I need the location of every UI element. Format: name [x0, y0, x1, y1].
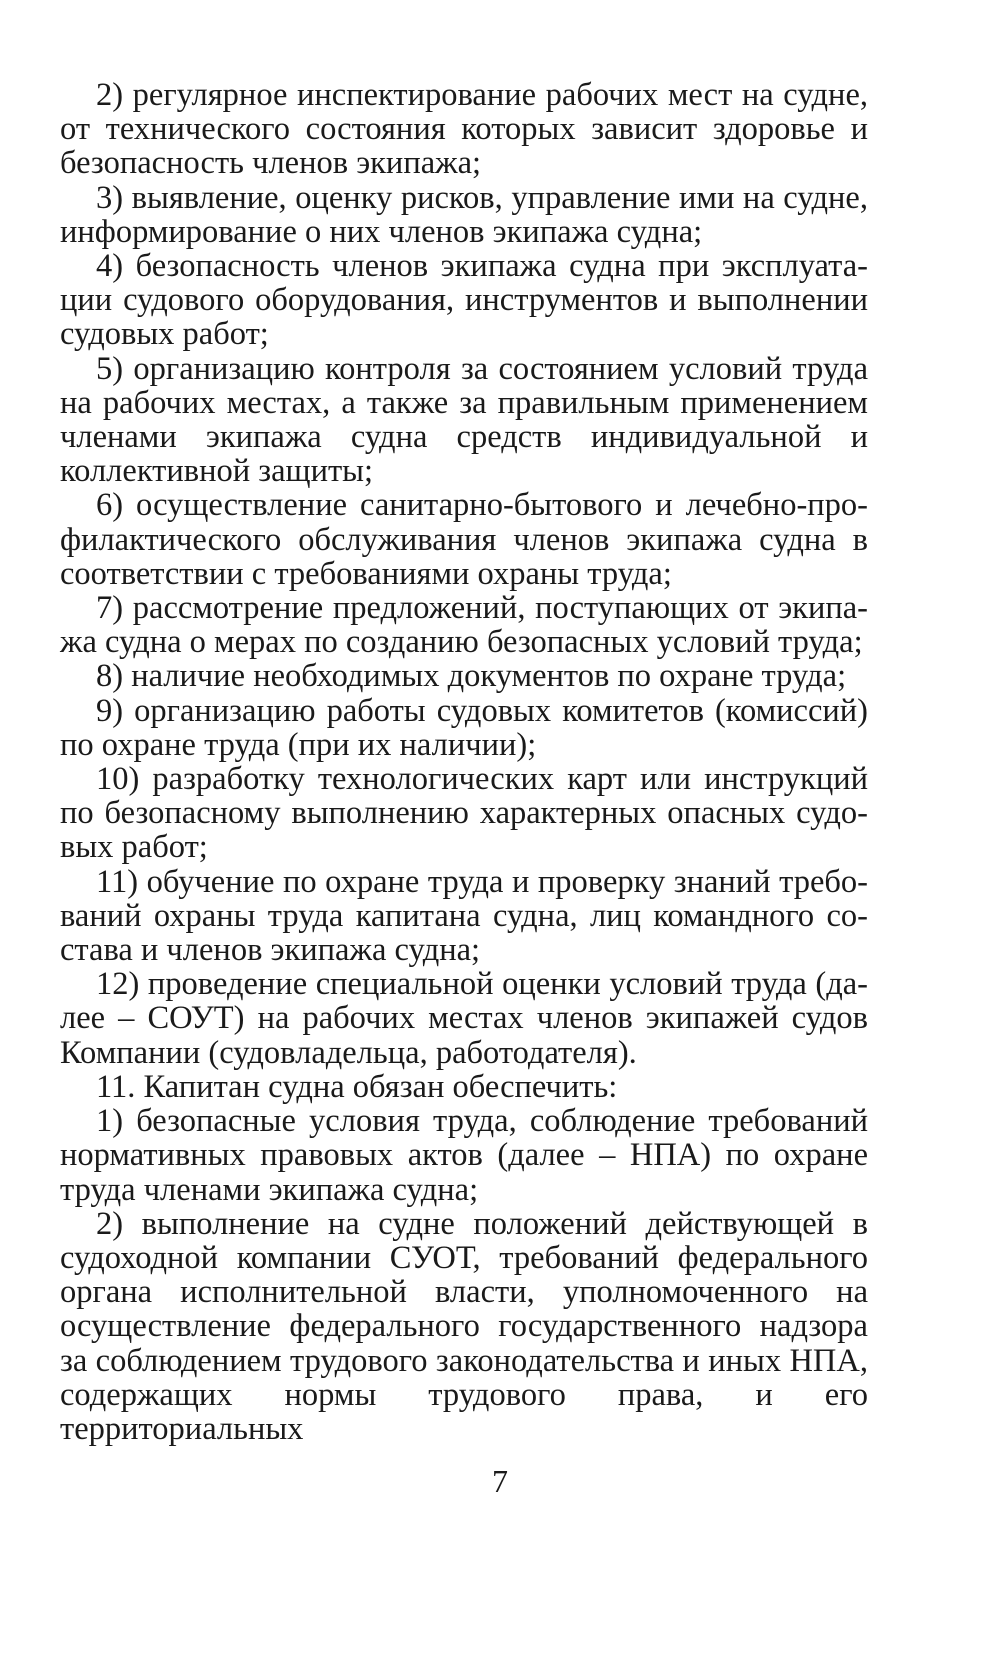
body-text [60, 78, 868, 1446]
section-11-heading: 11. Капитан судна обязан обеспечить: [96, 1068, 618, 1105]
paragraph-item-11: 11) обучение по охране труда и проверку знаний требований охраны труда капитана судна, лиц командного состава и членов экипажа судна; [60, 863, 868, 969]
captain-item-2: 2) выполнение на судне положений действующей в судоходной компании СУОТ, требований федерального органа исполнительной власти, уполномоченного на осуществление федерального государственного надзора за соблюдением трудового законодательства и иных НПА, содержащих нормы трудового права, и его территориальных [60, 1205, 868, 1447]
paragraph-item-8: 8) наличие необходимых документов по охране труда; [96, 658, 847, 695]
paragraph-item-5: 5) организацию контроля за состоянием условий труда на рабочих местах, а также за правильным применением членами экипажа судна средств индивидуальной и коллективной защиты; [60, 350, 868, 490]
captain-item-1: 1) безопасные условия труда, соблюдение требований нормативных правовых актов (далее – НПА) по охране труда членами экипажа судна; [60, 1103, 868, 1208]
paragraph-item-9: 9) организацию работы судовых комитетов (комиссий) по охране труда (при их наличии); [60, 692, 868, 763]
paragraph-item-7: 7) рассмотрение предложений, поступающих от экипажа судна о мерах по созданию безопасных условий труда; [60, 590, 868, 661]
paragraph-item-2: 2) регулярное инспектирование рабочих мест на судне, от технического состояния которых зависит здоровье и безопасность членов экипажа; [60, 77, 868, 182]
paragraph-item-6: 6) осуществление санитарно-бытового и лечебно-профилактического обслуживания членов экипажа судна в соответствии с требованиями охраны труда; [60, 487, 868, 592]
paragraph-item-10: 10) разработку технологических карт или инструкций по безопасному выполнению характерных опасных судовых работ; [60, 761, 868, 866]
paragraph-item-4: 4) безопасность членов экипажа судна при эксплуатации судового оборудования, инструментов и выполнении судовых работ; [60, 248, 868, 353]
paragraph-item-3: 3) выявление, оценку рисков, управление ими на судне, информирование о них членов экипажа судна; [60, 179, 868, 250]
page-number: 7 [492, 1463, 508, 1499]
paragraph-item-12: 12) проведение специальной оценки условий труда (далее – СОУТ) на рабочих местах членов экипажей судов Компании (судовладельца, работодателя). [60, 966, 868, 1071]
